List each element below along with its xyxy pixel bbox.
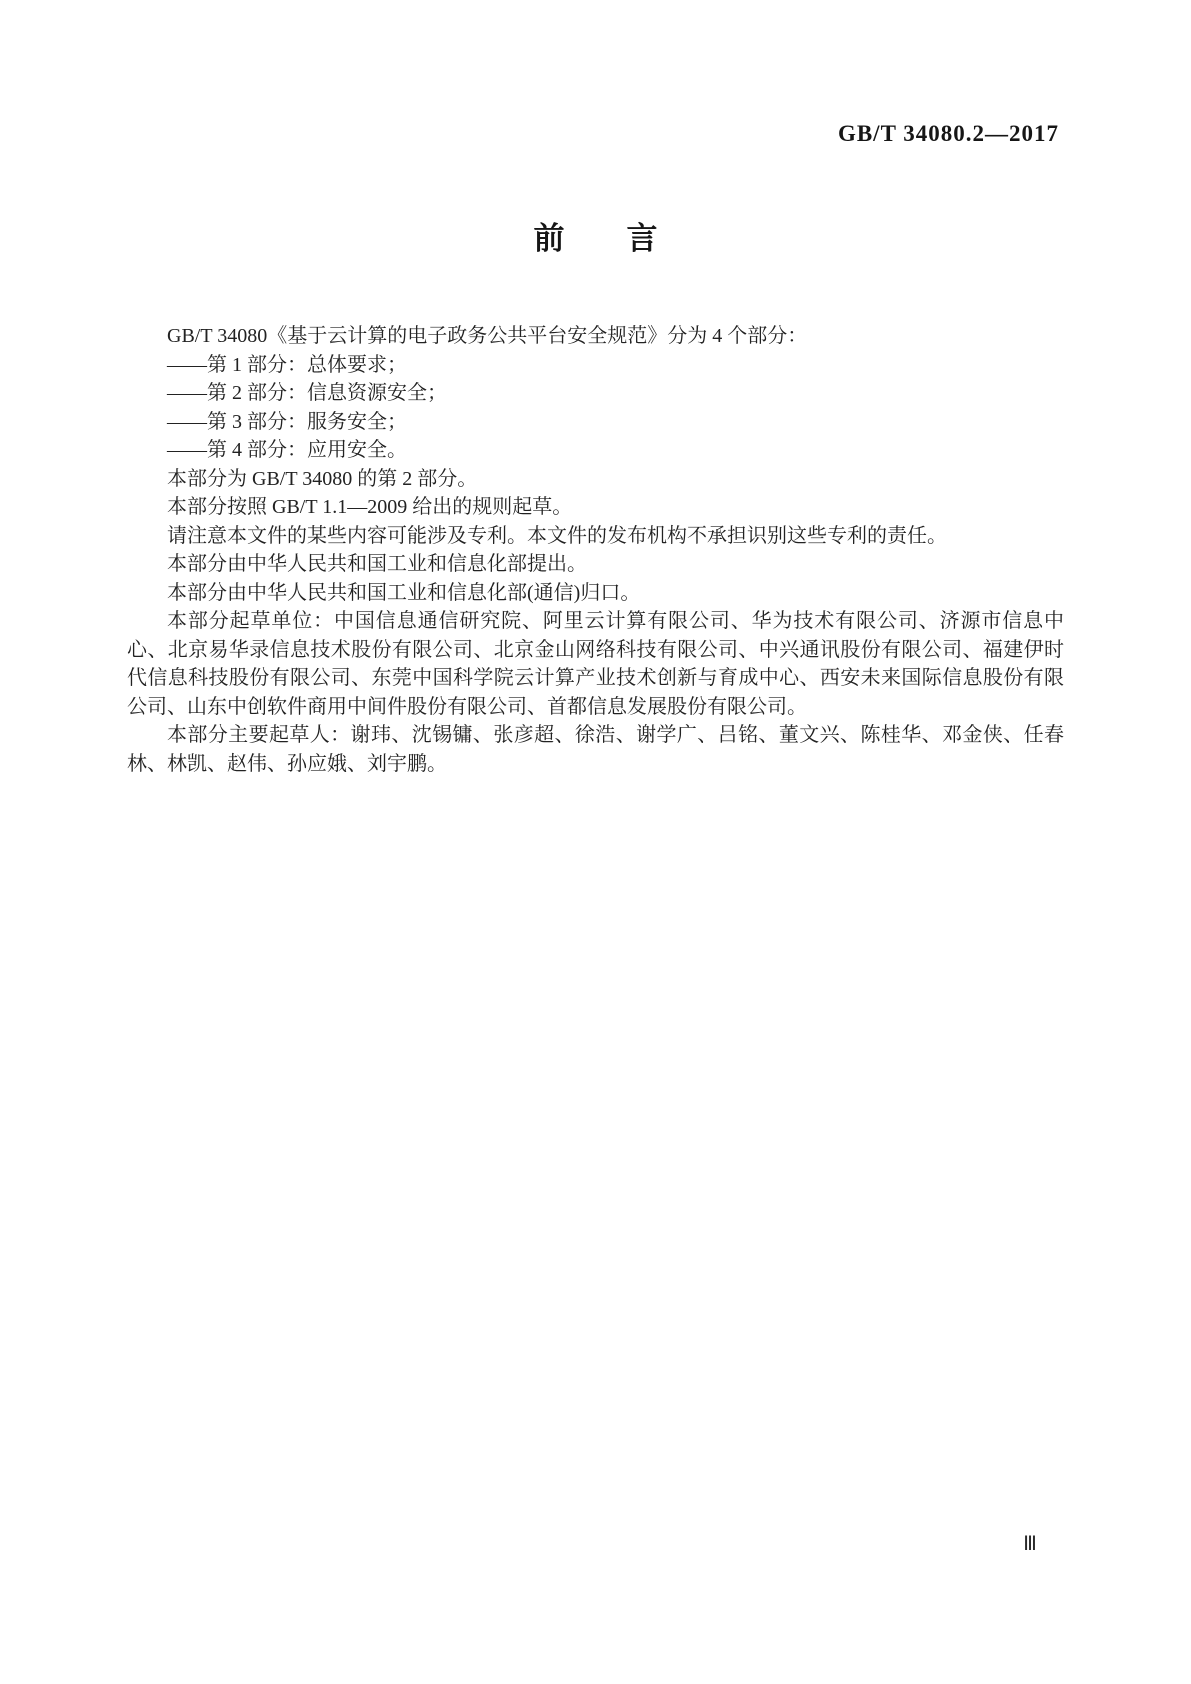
standard-number-header: GB/T 34080.2—2017 [837, 121, 1059, 146]
paragraph-drafting-organizations: 本部分起草单位：中国信息通信研究院、阿里云计算有限公司、华为技术有限公司、济源市信息中心、北京易华录信息技术股份有限公司、北京金山网络科技有限公司、中兴通讯股份有限公司、福建伊时代信息科技股份有限公司、东莞中国科学院云计算产业技术创新与育成中心、西安未来国际信息股份有限公司、山东中创软件商用中间件股份有限公司、首都信息发展股份有限公司。 [127, 610, 1064, 718]
foreword-title: 前 言 [533, 221, 658, 256]
page-number: Ⅲ [1023, 1533, 1037, 1555]
paragraph-intro: GB/T 34080《基于云计算的电子政务公共平台安全规范》分为 4 个部分： [167, 325, 808, 347]
paragraph-part-3: ——第 3 部分：服务安全； [167, 410, 407, 433]
paragraph-centralized-by: 本部分由中华人民共和国工业和信息化部(通信)归口。 [167, 581, 641, 604]
paragraph-proposed-by: 本部分由中华人民共和国工业和信息化部提出。 [167, 553, 587, 575]
paragraph-patent-note: 请注意本文件的某些内容可能涉及专利。本文件的发布机构不承担识别这些专利的责任。 [167, 524, 947, 547]
paragraph-drafting-rule: 本部分按照 GB/T 1.1—2009 给出的规则起草。 [167, 496, 573, 518]
paragraph-main-drafters: 本部分主要起草人：谢玮、沈锡镛、张彦超、徐浩、谢学广、吕铭、董文兴、陈桂华、邓金侠、任春林、林凯、赵伟、孙应娥、刘宇鹏。 [127, 724, 1064, 775]
paragraph-part-2: ——第 2 部分：信息资源安全； [167, 382, 447, 404]
paragraph-part-4: ——第 4 部分：应用安全。 [167, 439, 407, 461]
paragraph-this-part: 本部分为 GB/T 34080 的第 2 部分。 [167, 467, 478, 490]
paragraph-part-1: ——第 1 部分：总体要求； [167, 353, 407, 376]
foreword-body [127, 322, 1064, 778]
